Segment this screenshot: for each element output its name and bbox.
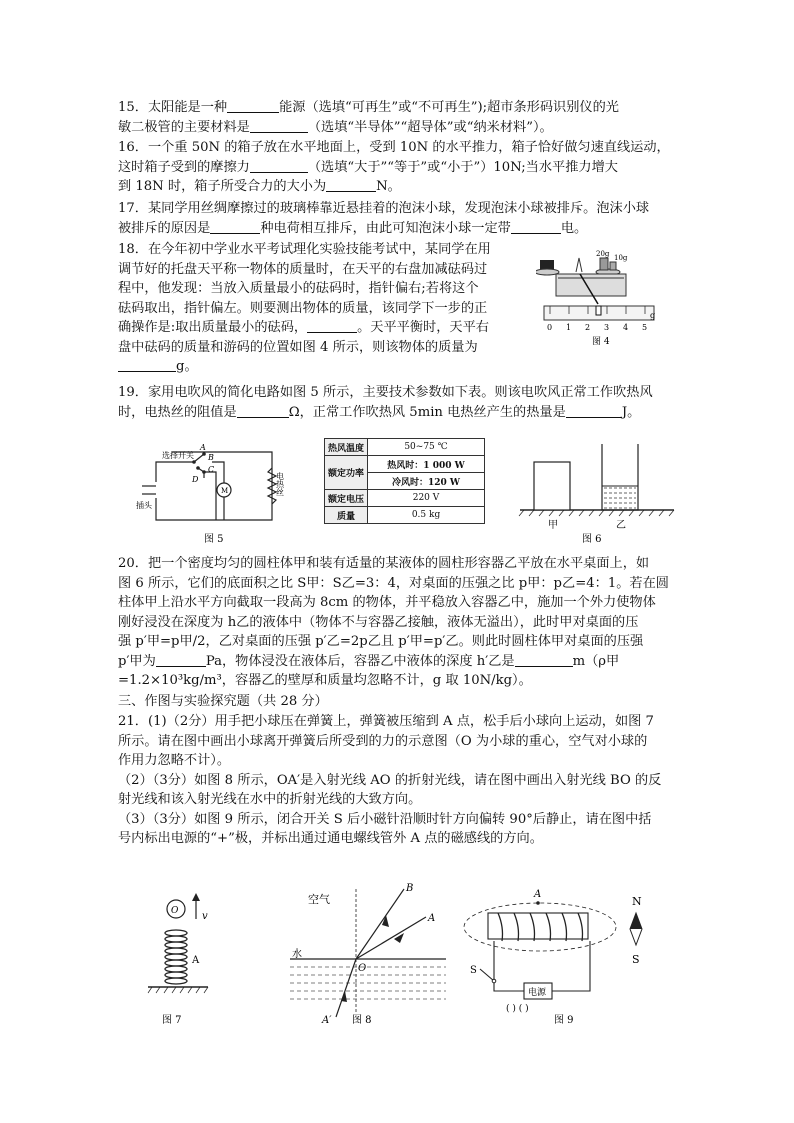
text: Ω，正常工作吹热风 5min 电热丝产生的热量是 <box>288 404 566 420</box>
text: 图 6 所示，它们的底面积之比 S甲：S乙=3：4，对桌面的压强之比 p甲：p乙=4：1。若在圆 <box>118 575 669 591</box>
text: 15．太阳能是一种 <box>118 100 228 115</box>
label-b: B <box>406 883 414 894</box>
table-cell: 热风时：1 000 W <box>368 456 485 473</box>
label-a: A <box>534 889 542 900</box>
table-row <box>325 439 485 456</box>
answer-blank[interactable] <box>156 653 206 667</box>
text: m（ρ甲 <box>572 653 620 669</box>
question-19 <box>118 383 653 422</box>
text: 调节好的托盘天平称一物体的质量时，在天平的右盘加减砝码过 <box>118 261 488 277</box>
text: 程中，他发现：当放入质量最小的砝码时，指针偏右;若将这个 <box>118 281 479 296</box>
table-cell: 50~75 ℃ <box>368 439 485 456</box>
text: 时，电热丝的阻值是 <box>118 404 237 420</box>
answer-blank[interactable] <box>250 119 308 133</box>
table-cell: 220 V <box>368 490 485 507</box>
text: N。 <box>376 179 401 194</box>
text: 。天平平衡时，天平右 <box>357 320 489 335</box>
text: （3）（3分）如图 9 所示，闭合开关 S 后小磁针沿顺时针方向偏转 90°后静止，请在图中括 <box>118 811 652 827</box>
water-label: 水 <box>292 949 302 960</box>
question-18 <box>118 240 491 377</box>
text: 盘中砝码的质量和游码的位置如图 4 所示，则该物体的质量为 <box>118 339 478 355</box>
question-17 <box>118 199 649 238</box>
text: J。 <box>621 404 641 420</box>
text: Pa，物体浸没在液体后，容器乙中液体的深度 h′乙是 <box>205 653 515 669</box>
answer-blank[interactable] <box>566 404 622 418</box>
text: 17．某同学用丝绸摩擦过的玻璃棒靠近悬挂着的泡沫小球，发现泡沫小球被排斥。泡沫小球 <box>118 201 650 216</box>
question-15 <box>118 98 619 137</box>
figure-5-caption: 图 5 <box>204 534 224 545</box>
scale-unit: g <box>650 311 656 320</box>
power-source-label[interactable]: 电源 <box>528 988 547 998</box>
answer-blank[interactable] <box>227 99 279 113</box>
label-yi: 乙 <box>616 520 626 531</box>
answer-blank[interactable] <box>515 653 573 667</box>
text: （选填“大于”“等于”或“小于”）10N;当水平推力增大 <box>307 159 618 175</box>
text: g。 <box>176 359 198 374</box>
switch-label: S <box>470 965 477 976</box>
figure-7-caption: 图 7 <box>162 1015 182 1026</box>
question-20 <box>118 554 669 691</box>
figure-6-caption: 图 6 <box>582 534 602 545</box>
spec-table-wrapper <box>324 438 485 524</box>
figure-8-refraction <box>286 883 456 1033</box>
plug-label: 插头 <box>136 501 152 510</box>
selector-switch-label: 选择开关 <box>162 451 194 460</box>
text: 电。 <box>560 220 588 236</box>
figure-9-caption: 图 9 <box>554 1015 574 1026</box>
answer-blank[interactable] <box>511 220 561 234</box>
text: 号内标出电源的“+”极，并标出通过通电螺线管外 A 点的磁感线的方向。 <box>118 831 543 846</box>
text: （2）（3分）如图 8 所示，OA′是入射光线 AO 的折射光线，请在图中画出入射光线 BO 的反 <box>118 772 662 788</box>
label-a: A <box>428 913 436 924</box>
answer-blank[interactable] <box>307 319 357 333</box>
figure-7-spring <box>146 883 226 1033</box>
compass-n-label: N <box>632 895 642 908</box>
text: 这时箱子受到的摩擦力 <box>118 159 250 175</box>
heater-label: 电热丝 <box>275 472 285 496</box>
table-row <box>325 490 485 507</box>
table-row <box>325 456 485 473</box>
text: 敏二极管的主要材料是 <box>118 119 250 135</box>
scale-tick-label: 1 <box>566 323 572 332</box>
label-d: D <box>192 475 199 484</box>
table-cell: 热风温度 <box>325 439 368 456</box>
table-cell: 质量 <box>325 507 368 524</box>
text: 能源（选填“可再生”或“不可再生”);超市条形码识别仪的光 <box>279 100 619 115</box>
answer-blank[interactable] <box>210 220 260 234</box>
label-v: v <box>202 911 208 922</box>
text: 18．在今年初中学业水平考试理化实验技能考试中，某同学在用 <box>118 242 491 257</box>
text: 19．家用电吹风的简化电路如图 5 所示，主要技术参数如下表。则该电吹风正常工作吹热风 <box>118 385 653 400</box>
weight-20g-label: 20g <box>596 250 610 258</box>
text: 作用力忽略不计）。 <box>118 753 231 768</box>
text: 21．(1)（2分）用手把小球压在弹簧上，弹簧被压缩到 A 点，松手后小球向上运动，如图 7 <box>118 714 654 729</box>
motor-label: M <box>221 487 229 495</box>
text: 刚好浸没在深度为 h乙的液体中（物体不与容器乙接触，液体无溢出），此时甲对桌面的压 <box>118 614 639 630</box>
text: 被排斥的原因是 <box>118 220 211 236</box>
text: 16．一个重 50N 的箱子放在水平地面上，受到 10N 的水平推力，箱子恰好做匀速直线运动， <box>118 140 670 155</box>
question-16 <box>118 138 670 197</box>
scale-tick-label: 5 <box>642 323 648 332</box>
answer-blank[interactable] <box>250 159 308 173</box>
label-a-prime: A′ <box>322 1015 332 1026</box>
spec-table <box>324 438 485 524</box>
label-o: O <box>358 963 367 974</box>
text: 所示。请在图中画出小球离开弹簧后所受到的力的示意图（O 为小球的重心，空气对小球的 <box>118 733 648 749</box>
table-cell: 额定功率 <box>325 456 368 490</box>
text: 确操作是:取出质量最小的砝码， <box>118 320 308 335</box>
table-row <box>325 507 485 524</box>
text: 强 p′甲=p甲/2，乙对桌面的压强 p′乙=2p乙且 p′甲=p′乙。则此时圆柱体甲对桌面的压强 <box>118 634 644 649</box>
text: （选填“半导体”“超导体”或“纳米材料”）。 <box>307 119 553 135</box>
text: =1.2×10³kg/m³，容器乙的壁厚和质量均忽略不计，g 取 10N/kg）。 <box>118 673 532 688</box>
label-b: B <box>208 453 214 462</box>
label-jia: 甲 <box>548 520 558 531</box>
figure-8-caption: 图 8 <box>352 1015 372 1026</box>
answer-blank[interactable] <box>118 358 176 372</box>
polarity-brackets[interactable]: ( ) ( ) <box>506 1004 529 1014</box>
text: 种电荷相互排斥，由此可知泡沫小球一定带 <box>260 220 511 236</box>
text: 20．把一个密度均匀的圆柱体甲和装有适量的某液体的圆柱形容器乙平放在水平桌面上，如 <box>118 556 650 571</box>
table-cell: 0.5 kg <box>368 507 485 524</box>
scale-tick-label: 0 <box>547 323 553 332</box>
table-cell: 额定电压 <box>325 490 368 507</box>
figure-9-solenoid <box>458 883 678 1033</box>
text: p′甲为 <box>118 653 156 669</box>
text: 砝码取出，指针偏左。则要测出物体的质量，该同学下一步的正 <box>118 300 488 316</box>
label-a: A <box>192 955 200 966</box>
answer-blank[interactable] <box>237 404 289 418</box>
text: 三、作图与实验探究题（共 28 分） <box>118 694 328 709</box>
answer-blank[interactable] <box>326 178 376 192</box>
weight-10g-label: 10g <box>614 254 628 262</box>
text: 到 18N 时，箱子所受合力的大小为 <box>118 179 327 194</box>
figure-4-caption: 图 4 <box>592 337 610 346</box>
compass-s-label: S <box>632 953 640 966</box>
scale-tick-label: 2 <box>585 323 591 332</box>
table-cell: 冷风时：120 W <box>368 473 485 490</box>
scale-tick-label: 3 <box>604 323 610 332</box>
section-3-heading <box>118 692 328 712</box>
text: 柱体甲上沿水平方向截取一段高为 8cm 的物体，并平稳放入容器乙中，施加一个外力使物体 <box>118 595 656 610</box>
figure-4-balance <box>536 248 658 346</box>
air-label: 空气 <box>308 893 330 906</box>
figure-5-circuit <box>132 438 292 546</box>
figure-6-containers <box>518 438 678 546</box>
label-o: O <box>171 906 179 916</box>
question-21 <box>118 712 661 849</box>
label-a: A <box>200 443 206 452</box>
scale-tick-label: 4 <box>623 323 629 332</box>
label-c: C <box>208 465 215 474</box>
text: 射光线和该入射光线在水中的折射光线的大致方向。 <box>118 792 422 807</box>
